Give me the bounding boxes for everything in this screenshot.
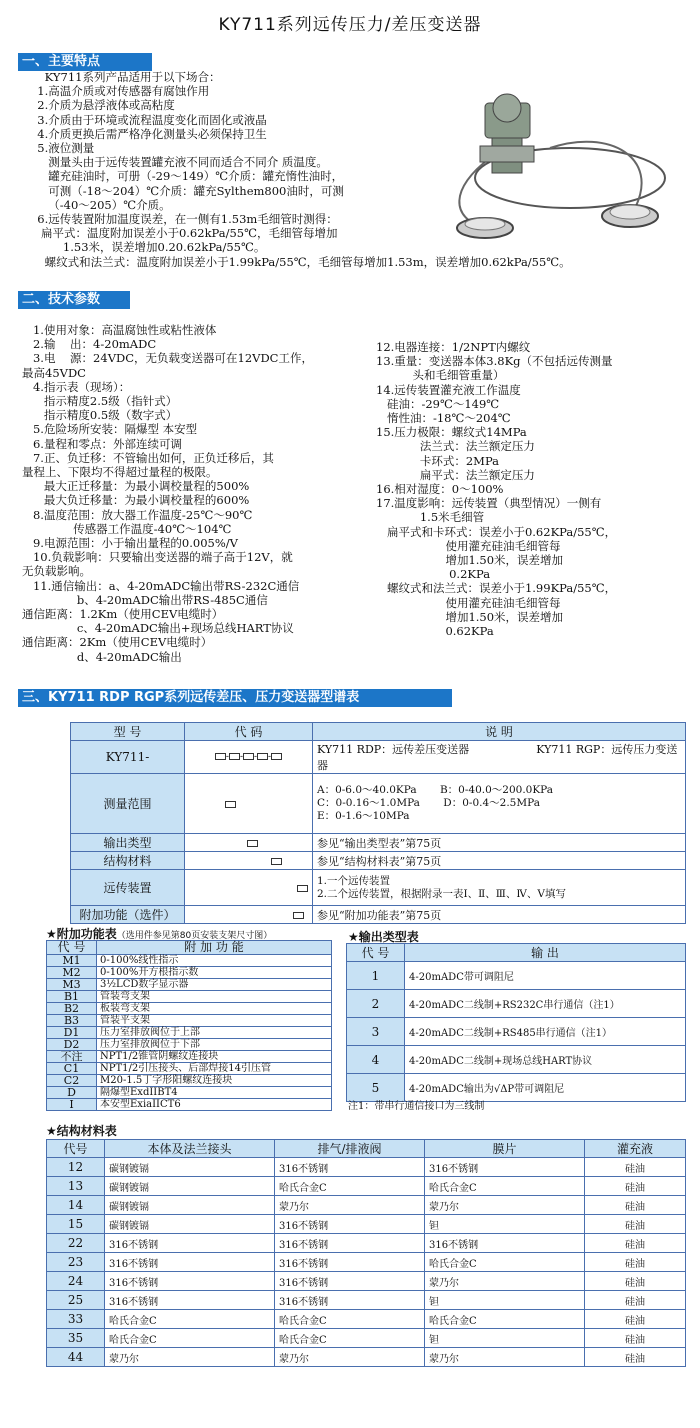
func-desc: 3½LCD数字显示器 [97, 979, 332, 991]
mat-cell: 碳钢镀镉 [105, 1177, 275, 1196]
table-row [47, 1158, 686, 1177]
out-desc: 4-20mADC带可调阻尼 [405, 962, 686, 990]
mat-cell: 硅油 [585, 1215, 686, 1234]
tech-left-line: 通信距离：2Km（使用CEV电缆时） [22, 635, 213, 650]
tech-right-line: 15.压力极限：螺纹式14MPa [376, 425, 527, 440]
output-label: 输出类型 [71, 834, 185, 852]
hdr-desc: 说 明 [313, 723, 686, 741]
mat-cell: 哈氏合金C [275, 1177, 425, 1196]
tech-left-line: 指示精度0.5级（数字式） [22, 408, 178, 423]
out-table-note: 注1：带串行通信接口为三线制 [348, 1101, 485, 1112]
func-code: B2 [47, 1003, 97, 1015]
tech-left-line: 无负载影响。 [22, 564, 91, 579]
tech-left-line: 5.危险场所安装：隔爆型 本安型 [22, 422, 198, 437]
tech-left-line: 7.正、负迁移：不管输出如何，正负迁移后，其 [22, 450, 274, 465]
table-row [47, 1039, 332, 1051]
model-desc-rdp: KY711 RDP：远传差压变送器 [317, 743, 470, 756]
mat-cell: 硅油 [585, 1253, 686, 1272]
func-desc: NPT1/2引压接头、后部焊接14引压管 [97, 1063, 332, 1075]
tech-left-line: 最高45VDC [22, 365, 86, 380]
mat-cell: 316不锈钢 [425, 1158, 585, 1177]
table-row [47, 1310, 686, 1329]
features-line: 1.高温介质或对传感器有腐蚀作用 [30, 84, 210, 99]
mat-cell: 蒙乃尔 [425, 1348, 585, 1367]
table-row [47, 1027, 332, 1039]
mat-cell: 316不锈钢 [275, 1158, 425, 1177]
func-code: D1 [47, 1027, 97, 1039]
mat-cell: 316不锈钢 [275, 1215, 425, 1234]
mat-hdr-cell: 灌充液 [585, 1140, 686, 1158]
mat-cell: 35 [47, 1329, 105, 1348]
tech-right-line: 0.2KPa [376, 567, 491, 582]
tech-left-line: 1.使用对象：高温腐蚀性或粘性液体 [22, 323, 217, 337]
mat-cell: 蒙乃尔 [105, 1348, 275, 1367]
func-desc: 0-100%开方根指示数 [97, 967, 332, 979]
mat-cell: 硅油 [585, 1272, 686, 1291]
mat-cell: 蒙乃尔 [275, 1348, 425, 1367]
mat-cell: 316不锈钢 [275, 1291, 425, 1310]
table-row [47, 991, 332, 1003]
model-table [70, 722, 686, 924]
tech-left-line: 最大正迁移量：为最小调校量程的500% [22, 479, 250, 494]
tech-right-line: 13.重量：变送器本体3.8Kg（不包括远传测量 [376, 354, 613, 369]
table-row [47, 1348, 686, 1367]
remote-label: 远传装置 [71, 870, 185, 906]
func-desc: 压力室排放阀位于上部 [97, 1027, 332, 1039]
mat-cell: 钽 [425, 1215, 585, 1234]
mat-cell: 哈氏合金C [425, 1177, 585, 1196]
range-line: C：0-0.16～1.0MPa D：0-0.4～2.5MPa [317, 797, 540, 809]
mat-cell: 哈氏合金C [275, 1310, 425, 1329]
tech-right-line: 16.相对湿度：0～100% [376, 482, 504, 497]
func-code: B1 [47, 991, 97, 1003]
remote-line: 1.一个远传装置 [317, 874, 391, 887]
table-row [347, 1018, 686, 1046]
extra-code [185, 906, 313, 924]
func-desc: 0-100%线性指示 [97, 955, 332, 967]
func-code: C1 [47, 1063, 97, 1075]
tech-left-line: 3.电 源：24VDC，无负载变送器可在12VDC工作， [22, 351, 313, 366]
func-desc: NPT1/2锥管阴螺纹连接块 [97, 1051, 332, 1063]
mat-cell: 25 [47, 1291, 105, 1310]
range-label: 测量范围 [71, 774, 185, 834]
mat-cell: 22 [47, 1234, 105, 1253]
table-row [47, 1291, 686, 1310]
out-hdr-code: 代 号 [347, 944, 405, 962]
out-code: 3 [347, 1018, 405, 1046]
mat-cell: 24 [47, 1272, 105, 1291]
mat-cell: 14 [47, 1196, 105, 1215]
mat-cell: 硅油 [585, 1348, 686, 1367]
mat-cell: 硅油 [585, 1234, 686, 1253]
model-desc [313, 741, 686, 774]
mat-cell: 哈氏合金C [105, 1329, 275, 1348]
mat-cell: 33 [47, 1310, 105, 1329]
mat-cell: 硅油 [585, 1177, 686, 1196]
func-code: M3 [47, 979, 97, 991]
tech-left-line: 通信距离：1.2Km（使用CEV电缆时） [22, 607, 224, 622]
tech-right-line: 增加1.50米，误差增加 [376, 609, 564, 624]
table-row [47, 1234, 686, 1253]
mat-table-title: ★结构材料表 [46, 1124, 117, 1138]
tech-right-text [376, 340, 616, 638]
func-code: D2 [47, 1039, 97, 1051]
table-row [47, 1015, 332, 1027]
features-line: KY711系列产品适用于以下场合： [30, 70, 221, 84]
table-row [47, 1272, 686, 1291]
output-desc: 参见“输出类型表”第75页 [313, 834, 686, 852]
features-line: 测量头由于远传装置罐充液不同而适合不同介 质温度。 [30, 155, 328, 170]
mat-cell: 硅油 [585, 1196, 686, 1215]
tech-left-line: 10.负载影响：只要输出变送器的端子高于12V，就 [22, 550, 293, 565]
tech-right-line: 使用灌充硅油毛细管每 [376, 538, 561, 553]
features-line: 3.介质由于环境或流程温度变化而固化或液晶 [30, 112, 267, 127]
mat-cell: 碳钢镀镉 [105, 1215, 275, 1234]
mat-cell: 23 [47, 1253, 105, 1272]
tech-right-line: 14.远传装置灌充液工作温度 [376, 382, 521, 397]
mat-cell: 15 [47, 1215, 105, 1234]
out-table-title: ★输出类型表 [348, 930, 419, 944]
section-heading-features: 一、主要特点 [18, 53, 152, 71]
tech-right-line: 惰性油：-18℃～204℃ [376, 411, 511, 426]
product-image [430, 88, 670, 248]
tech-right-line: 硅油：-29℃～149℃ [376, 396, 500, 411]
mat-cell: 硅油 [585, 1310, 686, 1329]
mat-cell: 碳钢镀镉 [105, 1158, 275, 1177]
features-line: 罐充硅油时，可册（-29～149）℃介质：罐充惰性油时， [30, 169, 344, 184]
features-line: 2.介质为悬浮液体或高粘度 [30, 98, 175, 113]
material-code [185, 852, 313, 870]
features-line: 可测（-18～204）℃介质：罐充Sylthem800油时，可测 [30, 183, 344, 198]
section-heading-tech: 二、技术参数 [18, 291, 130, 309]
mat-cell: 316不锈钢 [425, 1234, 585, 1253]
mat-table [46, 1139, 686, 1367]
tech-left-line: 6.量程和零点：外部连续可调 [22, 436, 182, 451]
table-row [47, 955, 332, 967]
table-row [347, 1074, 686, 1102]
table-row [47, 1051, 332, 1063]
out-desc: 4-20mADC二线制+RS485串行通信（注1） [405, 1018, 686, 1046]
tech-left-line: 传感器工作温度-40℃～104℃ [22, 521, 232, 536]
out-desc: 4-20mADC输出为√ΔP带可调阻尼 [405, 1074, 686, 1102]
table-row [47, 1087, 332, 1099]
tech-left-line: 11.通信输出：a、4-20mADC输出带RS-232C通信 [22, 578, 300, 593]
features-line: （-40～205）℃介质。 [30, 197, 171, 212]
code-boxes: - - - - [185, 741, 313, 774]
func-desc: 隔爆型ExdIIBT4 [97, 1087, 332, 1099]
func-code: M1 [47, 955, 97, 967]
table-row [347, 962, 686, 990]
mat-cell: 哈氏合金C [425, 1310, 585, 1329]
remote-code [185, 870, 313, 906]
mat-cell: 13 [47, 1177, 105, 1196]
table-row [47, 1196, 686, 1215]
table-row [47, 1063, 332, 1075]
tech-right-line: 0.62KPa [376, 624, 494, 639]
features-line: 5.液位测量 [30, 141, 95, 156]
mat-cell: 哈氏合金C [105, 1310, 275, 1329]
tech-right-line: 卡环式：2MPa [376, 453, 500, 468]
tech-right-line: 扁平式：法兰额定压力 [376, 467, 535, 482]
mat-cell: 钽 [425, 1329, 585, 1348]
mat-cell: 钽 [425, 1291, 585, 1310]
out-code: 4 [347, 1046, 405, 1074]
output-code [185, 834, 313, 852]
material-label: 结构材料 [71, 852, 185, 870]
model-desc-rgp: KY711 RGP：远传压力变送器 [317, 743, 678, 772]
section-heading-model: 三、KY711 RDP RGP系列远传差压、压力变送器型谱表 [18, 689, 452, 707]
features-line: 4.介质更换后需严格净化测量头必须保持卫生 [30, 126, 267, 141]
tech-right-line: 17.温度影响：远传装置（典型情况）一侧有 [376, 496, 602, 511]
tech-left-line: c、4-20mADC输出+现场总线HART协议 [22, 621, 294, 636]
func-table [46, 940, 332, 1111]
tech-right-line: 12.电器连接：1/2NPT内螺纹 [376, 340, 531, 354]
func-desc: M20-1.5丁字形阳螺纹连接块 [97, 1075, 332, 1087]
tech-right-line: 螺纹式和法兰式：误差小于1.99KPa/55℃， [376, 581, 617, 596]
hdr-model: 型 号 [71, 723, 185, 741]
mat-cell: 316不锈钢 [105, 1291, 275, 1310]
tech-left-line: 4.指示表（现场）： [22, 379, 131, 394]
func-hdr-code: 代 号 [47, 941, 97, 955]
table-row [47, 1177, 686, 1196]
func-code: B3 [47, 1015, 97, 1027]
func-desc: 本安型ExiaIICT6 [97, 1099, 332, 1111]
extra-desc: 参见“附加功能表”第75页 [313, 906, 686, 924]
mat-hdr-cell: 膜片 [425, 1140, 585, 1158]
mat-cell: 哈氏合金C [425, 1253, 585, 1272]
tech-left-line: 8.温度范围：放大器工作温度-25℃～90℃ [22, 507, 253, 522]
func-code: M2 [47, 967, 97, 979]
func-code: D [47, 1087, 97, 1099]
mat-cell: 硅油 [585, 1158, 686, 1177]
out-desc: 4-20mADC二线制+RS232C串行通信（注1） [405, 990, 686, 1018]
table-row [347, 990, 686, 1018]
mat-cell: 蒙乃尔 [425, 1272, 585, 1291]
extra-label: 附加功能（选件） [71, 906, 185, 924]
out-code: 1 [347, 962, 405, 990]
mat-cell: 316不锈钢 [275, 1253, 425, 1272]
func-code: 不注 [47, 1051, 97, 1063]
func-desc: 管装平支架 [97, 1015, 332, 1027]
tech-right-line: 1.5米毛细管 [376, 510, 485, 525]
mat-hdr-cell: 本体及法兰接头 [105, 1140, 275, 1158]
mat-cell: 硅油 [585, 1291, 686, 1310]
tech-right-line: 头和毛细管重量） [376, 368, 505, 383]
features-line: 螺纹式和法兰式：温度附加误差小于1.99kPa/55℃，毛细管每增加1.53m，误差增加0.62kPa/55℃。 [30, 254, 571, 269]
page-title: KY711系列远传压力/差压变送器 [218, 15, 482, 35]
out-desc: 4-20mADC二线制+现场总线HART协议 [405, 1046, 686, 1074]
func-desc: 板装弯支架 [97, 1003, 332, 1015]
tech-left-line: 2.输 出：4-20mADC [22, 337, 157, 352]
model-value: KY711- [71, 741, 185, 774]
mat-cell: 哈氏合金C [275, 1329, 425, 1348]
table-row [47, 979, 332, 991]
remote-line: 2.二个远传装置，根据附录一表Ⅰ、Ⅱ、Ⅲ、Ⅳ、Ⅴ填写 [317, 887, 566, 900]
func-code: I [47, 1099, 97, 1111]
table-row [47, 1329, 686, 1348]
mat-cell: 316不锈钢 [275, 1272, 425, 1291]
func-desc: 管装弯支架 [97, 991, 332, 1003]
table-row [47, 1075, 332, 1087]
func-title-note: （选用件参见第80页安装支架尺寸图） [116, 931, 273, 941]
mat-cell: 硅油 [585, 1329, 686, 1348]
table-row [347, 1046, 686, 1074]
range-line: A：0-6.0～40.0KPa B：0-40.0～200.0KPa [317, 784, 554, 796]
tech-left-line: 最大负迁移量：为最小调校量程的600% [22, 493, 250, 508]
mat-cell: 316不锈钢 [275, 1234, 425, 1253]
tech-left-line: b、4-20mADC输出带RS-485C通信 [22, 592, 268, 607]
mat-cell: 碳钢镀镉 [105, 1196, 275, 1215]
range-desc [313, 774, 686, 834]
mat-hdr-cell: 排气/排液阀 [275, 1140, 425, 1158]
tech-left-line: 量程上、下限均不得超过量程的极限。 [22, 465, 218, 480]
func-hdr-func: 附 加 功 能 [97, 941, 332, 955]
out-code: 2 [347, 990, 405, 1018]
table-row [47, 1253, 686, 1272]
func-desc: 压力室排放阀位于下部 [97, 1039, 332, 1051]
func-title: ★附加功能表 [46, 927, 117, 941]
table-row [47, 1215, 686, 1234]
table-row [47, 1003, 332, 1015]
tech-right-line: 法兰式：法兰额定压力 [376, 439, 535, 454]
material-desc: 参见“结构材料表”第75页 [313, 852, 686, 870]
mat-cell: 蒙乃尔 [425, 1196, 585, 1215]
mat-hdr-cell: 代号 [47, 1140, 105, 1158]
tech-left-line: d、4-20mADC输出 [22, 649, 182, 664]
mat-cell: 12 [47, 1158, 105, 1177]
mat-cell: 44 [47, 1348, 105, 1367]
mat-cell: 316不锈钢 [105, 1272, 275, 1291]
mat-cell: 蒙乃尔 [275, 1196, 425, 1215]
func-code: C2 [47, 1075, 97, 1087]
out-hdr-out: 输 出 [405, 944, 686, 962]
table-row [47, 967, 332, 979]
table-row [47, 1099, 332, 1111]
features-line: 6.远传装置附加温度误差，在一侧有1.53m毛细管时测得： [30, 212, 338, 227]
range-line: E：0-1.6～10MPa [317, 810, 410, 822]
mat-cell: 316不锈钢 [105, 1253, 275, 1272]
tech-left-line: 指示精度2.5级（指针式） [22, 394, 178, 409]
range-code [185, 774, 313, 834]
features-line: 1.53米，误差增加0.20.62kPa/55℃。 [30, 240, 266, 255]
out-code: 5 [347, 1074, 405, 1102]
hdr-code: 代 码 [185, 723, 313, 741]
mat-cell: 316不锈钢 [105, 1234, 275, 1253]
out-table [346, 943, 686, 1102]
remote-desc [313, 870, 686, 906]
tech-right-line: 使用灌充硅油毛细管每 [376, 595, 561, 610]
tech-left-text [22, 323, 313, 664]
features-line: 扁平式：温度附加误差小于0.62kPa/55℃，毛细管每增加 [30, 226, 338, 241]
tech-left-line: 9.电源范围：小于输出量程的0.005%/V [22, 536, 238, 551]
tech-right-line: 扁平式和卡环式：误差小于0.62KPa/55℃， [376, 524, 617, 539]
tech-right-line: 增加1.50米，误差增加 [376, 553, 564, 568]
